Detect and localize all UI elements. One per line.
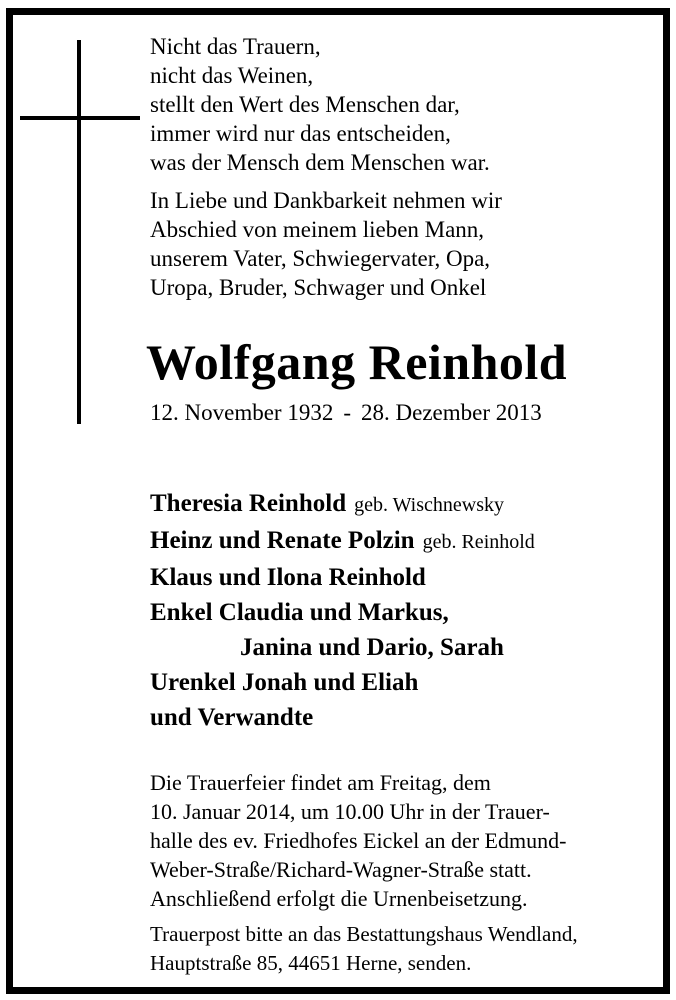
family-line-widow <box>150 486 535 523</box>
intro-line: unserem Vater, Schwiegervater, Opa, <box>150 246 491 271</box>
poem-line: Nicht das Trauern, <box>150 34 321 59</box>
family-name: Theresia Reinhold <box>150 490 347 517</box>
life-dates <box>150 398 542 427</box>
cross-vertical-bar <box>77 40 81 424</box>
intro-text <box>150 186 502 302</box>
family-line-grandchildren: Enkel Claudia und Markus, <box>150 599 449 626</box>
family-list <box>150 486 535 735</box>
family-name: Heinz und Renate Polzin <box>150 527 415 554</box>
ceremony-line: Die Trauerfeier findet am Freitag, dem <box>150 770 491 795</box>
family-line-great-grandchildren: Urenkel Jonah und Eliah <box>150 669 419 696</box>
death-date: 28. Dezember 2013 <box>361 400 542 425</box>
poem-line: immer wird nur das entscheiden, <box>150 121 451 146</box>
intro-line: In Liebe und Dankbarkeit nehmen wir <box>150 188 502 213</box>
maiden-name: geb. Reinhold <box>422 531 535 553</box>
family-line-daughter <box>150 523 535 560</box>
family-line-relatives: und Verwandte <box>150 704 314 731</box>
ceremony-line: Anschließend erfolgt die Urnenbeisetzung. <box>150 886 528 911</box>
date-separator: - <box>343 400 351 425</box>
poem <box>150 32 490 177</box>
family-line-son: Klaus und Ilona Reinhold <box>150 564 426 591</box>
ceremony-line: Weber-Straße/Richard-Wagner-Straße statt. <box>150 857 532 882</box>
poem-line: stellt den Wert des Menschen dar, <box>150 92 460 117</box>
poem-line: nicht das Weinen, <box>150 63 314 88</box>
poem-line: was der Mensch dem Menschen war. <box>150 150 490 175</box>
address-line: Hauptstraße 85, 44651 Herne, senden. <box>150 951 472 975</box>
ceremony-line: 10. Januar 2014, um 10.00 Uhr in der Trauer- <box>150 799 550 824</box>
birth-date: 12. November 1932 <box>150 400 334 425</box>
deceased-name: Wolfgang Reinhold <box>146 334 568 390</box>
intro-line: Abschied von meinem lieben Mann, <box>150 217 485 242</box>
cross-horizontal-bar <box>20 116 140 120</box>
maiden-name: geb. Wischnewsky <box>354 494 505 516</box>
address-line: Trauerpost bitte an das Bestattungshaus Wendland, <box>150 922 578 946</box>
condolence-address <box>150 920 578 978</box>
family-line-grandchildren-cont: Janina und Dario, Sarah <box>240 634 504 661</box>
ceremony-line: halle des ev. Friedhofes Eickel an der Edmund- <box>150 828 567 853</box>
ceremony-info <box>150 768 566 913</box>
intro-line: Uropa, Bruder, Schwager und Onkel <box>150 275 487 300</box>
